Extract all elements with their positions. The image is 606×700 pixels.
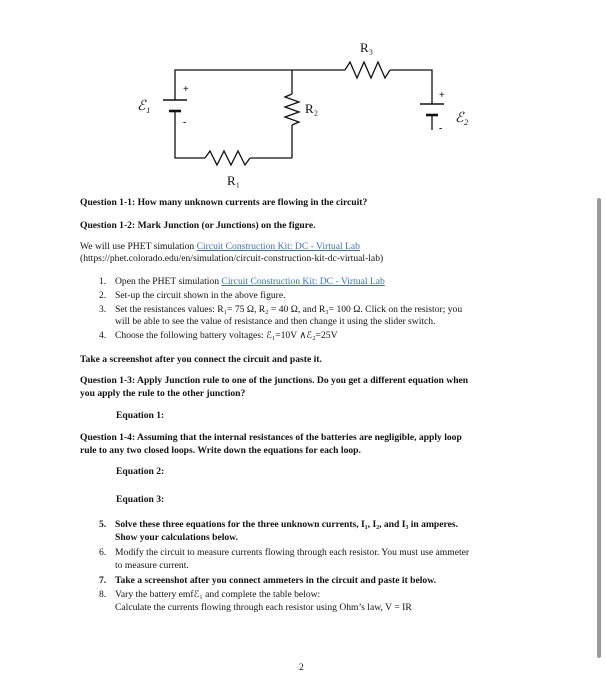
equation-2-label: Equation 2:	[116, 466, 165, 477]
step-4-number: 4.	[99, 330, 107, 341]
resistor-r1	[205, 151, 250, 165]
intro-link[interactable]: Circuit Construction Kit: DC - Virtual Lab	[196, 241, 360, 252]
step-8-number: 8.	[99, 589, 107, 600]
intro-prefix: We will use PHET simulation	[80, 241, 197, 252]
label-r1: R₁	[227, 173, 241, 188]
e2-plus-sign: +	[439, 90, 445, 101]
question-1-3-line2: you apply the rule to the other junction?	[80, 388, 246, 399]
step-1-number: 1.	[99, 276, 107, 287]
battery-e2	[420, 100, 444, 118]
step-2-number: 2.	[99, 290, 107, 301]
step-8-line2: Calculate the currents flowing through each resistor using Ohm’s law, V = IR	[115, 602, 412, 613]
equation-3-label: Equation 3:	[116, 494, 165, 505]
e1-plus-sign: +	[183, 84, 189, 95]
step-4: Choose the following battery voltages: ℰ₁=10V ∧ℰ₂=25V	[115, 330, 338, 341]
intro-url: (https://phet.colorado.edu/en/simulation/circuit-construction-kit-dc-virtual-lab)	[80, 253, 384, 264]
battery-e1	[163, 96, 187, 118]
screenshot-note: Take a screenshot after you connect the circuit and paste it.	[80, 354, 322, 365]
equation-1-label: Equation 1:	[116, 410, 165, 421]
label-e2: ℰ₂	[455, 111, 469, 126]
step-7-line1: Take a screenshot after you connect ammeters in the circuit and paste it below.	[115, 575, 437, 586]
question-1-2: Question 1-2: Mark Junction (or Junctions) on the figure.	[80, 220, 316, 231]
step-1-link[interactable]: Circuit Construction Kit: DC - Virtual Lab	[221, 276, 385, 287]
wire-right-top	[390, 70, 432, 100]
question-1-4-line2: rule to any two closed loops. Write down the equations for each loop.	[80, 445, 361, 456]
e1-minus-sign: -	[183, 117, 187, 128]
step-2: Set-up the circuit shown in the above figure.	[115, 290, 286, 301]
circuit-diagram	[0, 0, 606, 200]
scrollbar[interactable]	[597, 198, 601, 658]
step-6-line1: Modify the circuit to measure currents flowing through each resistor. You must use ammeter	[115, 547, 470, 558]
step-5-line1: Solve these three equations for the three unknown currents, I₁, I₂, and I₃ in amperes.	[115, 519, 459, 530]
page-number: 2	[299, 662, 304, 673]
step-1-prefix: Open the PHET simulation	[115, 276, 222, 287]
step-3-number: 3.	[99, 304, 107, 315]
step-8-line1: Vary the battery emfℰ₁ and complete the table below:	[115, 589, 321, 600]
step-3-continued: will be able to see the value of resistance and then change it using the slider switch.	[115, 316, 436, 327]
label-r3: R₃	[360, 40, 374, 55]
step-6-number: 6.	[99, 547, 107, 558]
label-r2: R₂	[305, 101, 319, 116]
resistor-r3	[345, 62, 390, 78]
e2-minus-sign: -	[439, 123, 443, 134]
step-3: Set the resistances values: R₁= 75 Ω, R₂ = 40 Ω, and R₃= 100 Ω. Click on the resistor; you	[115, 304, 463, 315]
step-7-number: 7.	[99, 575, 107, 586]
question-1-4-line1: Question 1-4: Assuming that the internal resistances of the batteries are negligible, apply loop	[80, 432, 462, 443]
intro-line	[80, 241, 360, 253]
question-1-3-line1: Question 1-3: Apply Junction rule to one of the junctions. Do you get a different equation when	[80, 375, 469, 386]
step-6-line2: to measure current.	[115, 560, 189, 571]
label-e1: ℰ₁	[137, 99, 151, 114]
step-5-line2: Show your calculations below.	[115, 532, 238, 543]
question-1-1: Question 1-1: How many unknown currents are flowing in the circuit?	[80, 197, 368, 208]
resistor-r2	[285, 94, 299, 125]
step-1	[115, 276, 385, 288]
wire-left-bottom	[175, 118, 205, 158]
wire-left-top	[175, 70, 292, 96]
step-5-number: 5.	[99, 519, 107, 530]
